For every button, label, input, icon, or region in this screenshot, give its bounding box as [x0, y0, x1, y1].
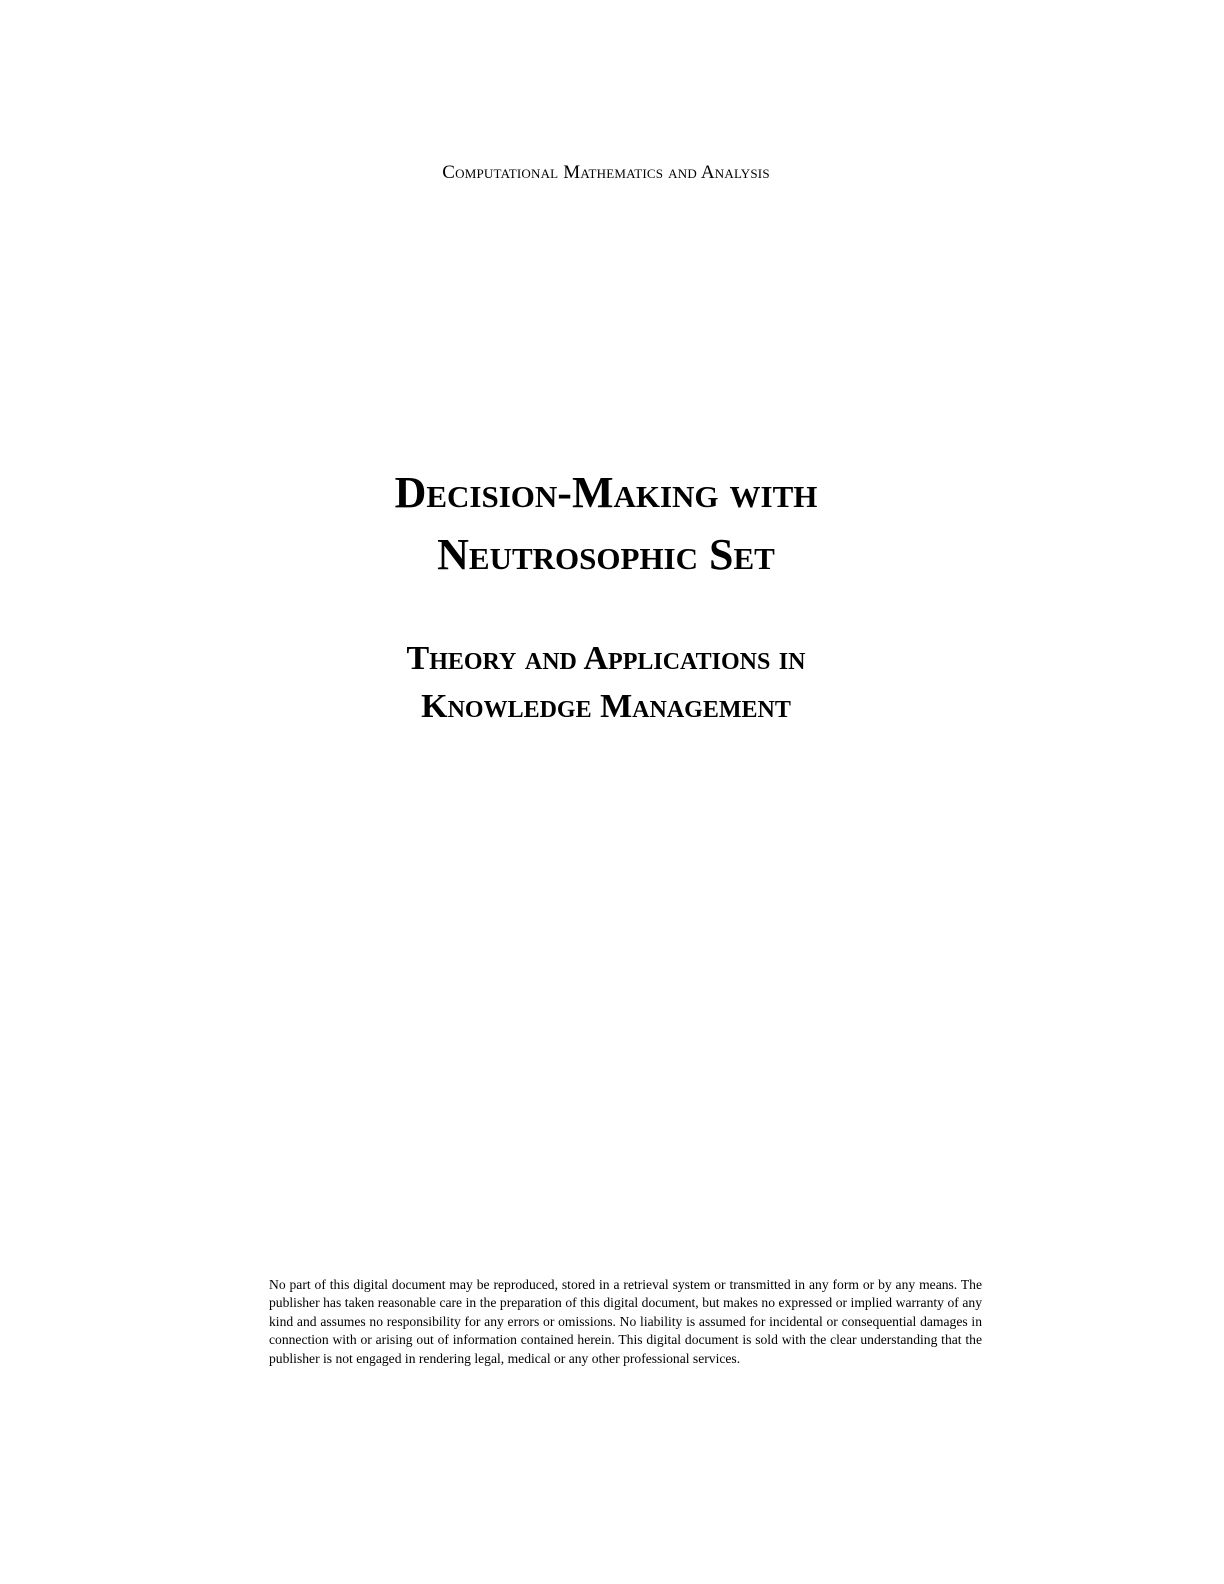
copyright-notice: No part of this digital document may be reproduced, stored in a retrieval system or transmitted in any form or by any means. The publisher has taken reasonable care in the preparation of this digital document, but makes no expressed or implied warranty of any kind and assumes no responsibility for any errors or omissions. No liability is assumed for incidental or consequential damages in connection with or arising out of information contained herein. This digital document is sold with the clear understanding that the publisher is not engaged in rendering legal, medical or any other professional services. — [269, 1276, 982, 1366]
book-title — [0, 462, 1212, 586]
title-block — [0, 462, 1212, 731]
book-subtitle-line-1: Theory and Applications in — [406, 640, 806, 677]
book-title-line-1: Decision-Making with — [394, 468, 818, 517]
book-title-line-2: Neutrosophic Set — [437, 530, 775, 579]
book-subtitle-line-2: Knowledge Management — [421, 688, 791, 725]
book-subtitle — [0, 635, 1212, 731]
series-title: Computational Mathematics and Analysis — [442, 162, 770, 183]
